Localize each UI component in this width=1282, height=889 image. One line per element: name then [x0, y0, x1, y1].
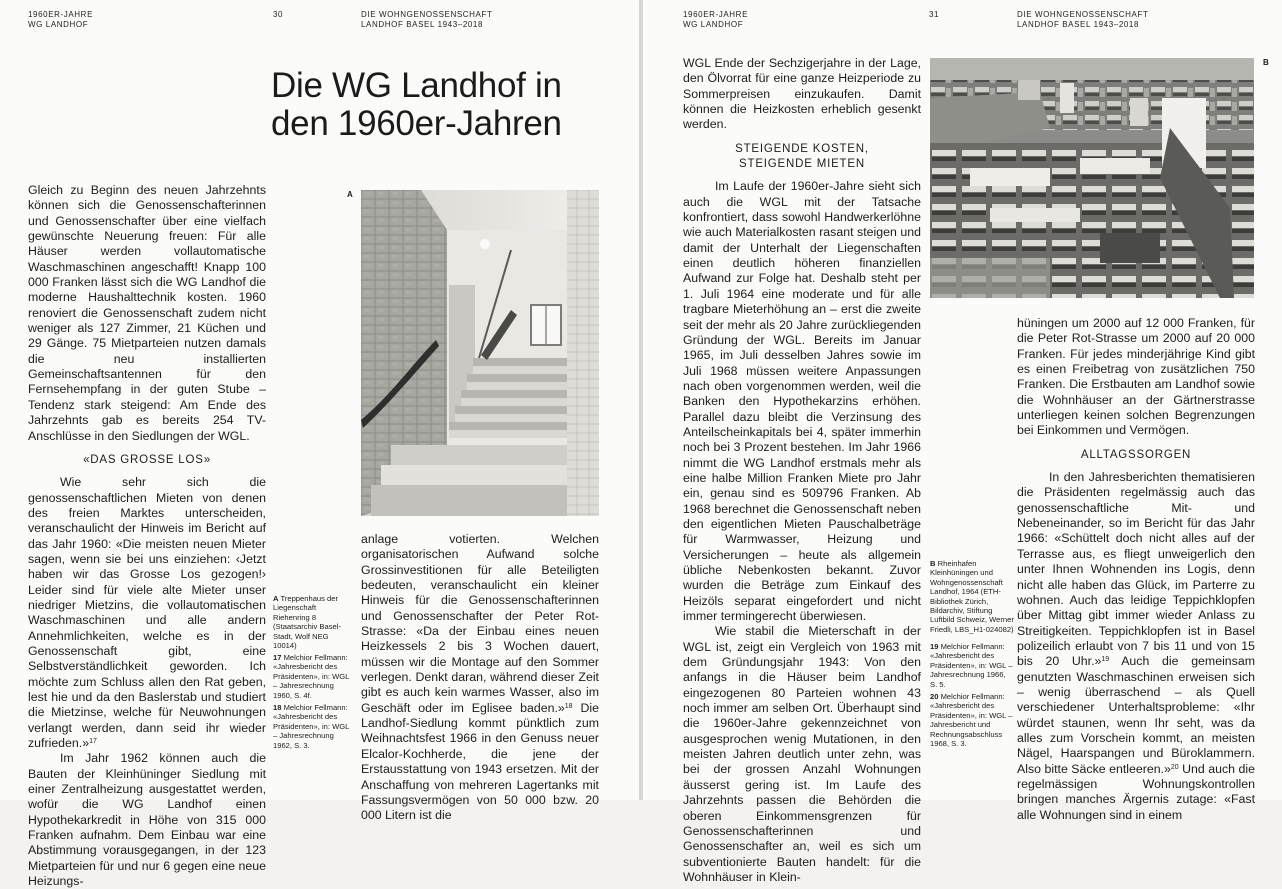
paragraph: hüningen um 2000 auf 12 000 Franken, für die Peter Rot-Strasse um 2000 auf 20 000 Franken. Für jedes minderjährige Kind gibt es einen Freibetrag von zusätzlichen 750 Franken. Die Erstbauten am Landhof sowie die Wohnhäuser an der Gärtnerstrasse unterliegen keinen solchen Begrenzungen bei Einkommen und Vermögen. [1017, 316, 1255, 438]
text-column-1 [683, 56, 921, 885]
caption-text: Rheinhafen Kleinhüningen und Wohngenossenschaft Landhof, 1964 (ETH-Bibliothek Zürich, Bildarchiv, Stiftung Luftbild Schweiz, Werner Friedli, LBS_H1-024082) [930, 559, 1014, 634]
paragraph: Wie sehr sich die genossenschaftlichen Mieten von denen des freien Marktes unterscheiden, veranschaulicht der Hinweis im Bericht auf das Jahr 1960: «Die meisten neuen Mieter sagen, wenn sie bei uns einziehen: ‹Jetzt haben wir das Grosse Los gezogen!› Leider sind für viele alte Mieter unser niedriger Mietzins, die vollautomatischen Waschmaschinen und alle andern Annehmlichkeiten, welche es in der Genossenschaft gibt, eine Selbstverständlichkeit geworden. Ich möchte zum Schluss allen den Rat geben, lest hie und da den Baslerstab und studiert die Mietzinse, welche für Neuwohnungen verlangt werden, dann seid ihr wieder zufrieden.»$^{17}$ [28, 475, 266, 751]
paragraph: Gleich zu Beginn des neuen Jahrzehnts können sich die Genossenschafterinnen und Genossenschafter über eine vielfach gewünschte Neuerung freuen: Für alle Häuser werden vollautomatische Waschmaschinen angeschafft! Knapp 100 000 Franken lässt sich die WG Landhof die moderne Haushalttechnik kosten. 1960 renoviert die Genossenschaft zudem nicht weniger als 127 Zimmer, 21 Küchen und 29 Gänge. 75 Mietparteien nutzen damals die neu installierten Gemeinschaftsantennen für den Fernsehempfang in der guten Stube – Tendenz stark steigend: Am Ende des Jahrzehnts gab es bereits 254 TV-Anschlüsse in den Siedlungen der WGL. [28, 183, 266, 443]
caption-a [273, 594, 353, 653]
figure-label: A [347, 190, 353, 199]
header-chapter: 1960ER-JAHRE [28, 10, 94, 19]
header-book-sub: LANDHOF BASEL 1943–2018 [361, 20, 484, 29]
footnote: 17 Melchior Fellmann: «Jahresbericht des Präsidenten», in: WGL – Jahresrechnung 1960, S. 4f. [273, 653, 350, 700]
caption-b [930, 559, 1014, 637]
running-header-right [361, 10, 492, 30]
title-line-2: den 1960er-Jahren [271, 104, 562, 143]
page-number: 31 [929, 10, 940, 19]
running-header-left [683, 10, 748, 30]
footnote-ref: 18 [564, 702, 573, 710]
paragraph: Im Laufe der 1960er-Jahre sieht sich auch die WGL mit der Tatsache konfrontiert, dass sowohl Handwerkerlöhne wie auch Materialkosten rasant steigen und damit der Unterhalt der Liegenschaften einen deutlich höheren finanziellen Aufwand zur Folge hat. Deshalb steht per 1. Juli 1964 eine moderate und für alle tragbare Mieterhöhung an – erst die zweite seit der mehr als 20 Jahre zurückliegenden Gründung der WGL. Bereits im Januar 1965, im Juli desselben Jahres sowie im Juli 1968 müssen weitere Anpassungen nach oben vorgenommen werden, weil die Banken den Hypothekarzins erhöhen. Parallel dazu bleibt die Verzinsung des Anteilscheinkapitals bei 4, später immerhin noch bei 3 Prozent bestehen. Im Jahr 1966 nimmt die WG Landhof erstmals mehr als eine halbe Million Franken Miete pro Jahr ein, genau sind es 509796 Franken. Ab 1968 berechnet die Genossenschaft neben den eigentlichen Mieten Pauschalbeträge für Warmwasser, Heizung und Versicherungen – heute als allgemein übliche Nebenkosten bekannt. Zuvor wurden die Beträge zum Einkauf des Heizöls separat eingefordert und nicht immer termingerecht überwiesen. [683, 179, 921, 624]
aerial-photo [930, 58, 1254, 298]
staircase-photo [361, 190, 599, 516]
footnote: 20 Melchior Fellmann: «Jahresbericht des Präsidenten», in: WGL – Jahresbericht und Rechnungsabschluss 1968, S. 3. [930, 692, 1013, 749]
paragraph: Wie stabil die Mieterschaft in der WGL ist, zeigt ein Vergleich von 1963 mit dem Gründungsjahr 1943: Von den anfangs in die Häuser beim Landhof eingezogenen 80 Parteien wohnen 43 noch immer am selben Ort. Überhaupt sind die 1960er-Jahre gekennzeichnet von ausgesprochen wenig Mutationen, in den meisten Jahren deutlich unter zehn, was bei der grossen Anzahl Wohnungen äusserst gering ist. Im Laufe des Jahrzehnts passen die Behörden die oberen Einkommensgrenzen für Genossenschafterinnen und Genossenschafter an, weil es sich um subventionierte Bauten handelt: für die Wohnhäuser in Klein- [683, 624, 921, 884]
header-org: WG LANDHOF [28, 20, 89, 29]
paragraph: WGL Ende der Sechzigerjahre in der Lage, den Ölvorrat für eine ganze Heizperiode zu Sommerpreisen einzukaufen. Damit können die Heizkosten erheblich gesenkt werden. [683, 56, 921, 132]
footnotes-right [930, 642, 1014, 751]
page-number: 30 [273, 10, 284, 19]
footnote-ref: 20 [1170, 763, 1179, 771]
caption-label: B [930, 559, 936, 568]
section-heading: ALLTAGSSORGEN [1080, 448, 1192, 461]
footnote-ref: 19 [1101, 656, 1110, 664]
footnotes-left [273, 653, 353, 753]
header-chapter: 1960ER-JAHRE [683, 10, 749, 19]
header-org: WG LANDHOF [683, 20, 744, 29]
right-page [643, 0, 1282, 884]
section-heading: STEIGENDE KOSTEN, STEIGENDE MIETEN [735, 142, 869, 171]
section-heading: «DAS GROSSE LOS» [83, 453, 211, 466]
header-book: DIE WOHNGENOSSENSCHAFT [361, 10, 493, 19]
caption-text: Treppenhaus der Liegenschaft Riehenring 8 (Staatsarchiv Basel-Stadt, Wolf NEG 10014) [273, 594, 341, 651]
header-book-sub: LANDHOF BASEL 1943–2018 [1017, 20, 1140, 29]
left-page [0, 0, 639, 889]
header-book: DIE WOHNGENOSSENSCHAFT [1017, 10, 1149, 19]
figure-label: B [1263, 58, 1269, 67]
text-column-2 [1017, 316, 1255, 823]
paragraph: In den Jahresberichten thematisieren die Präsidenten regelmässig auch das genossenschaftliche Mit- und Nebeneinander, so im Bericht für das Jahr 1966: «Schüttelt doch nicht alles auf der Terrasse aus, es fliegt unweigerlich den unter Ihnen Wohnenden ins Logis, denn nicht alle haben das Glück, im Parterre zu wohnen. Auch das leidige Teppichklopfen über Mittag gibt immer wieder Anlass zu Streitigkeiten. Teppichklopfen ist in Basel polizeilich erlaubt von 7 bis 11 und von 15 bis 20 Uhr.»$^{19}$ Auch die gemeinsam genutzten Waschmaschinen erweisen sich – wenig überraschend – als Quell verschiedener Unterhaltsprobleme: «Ihr würdet staunen, wenn Ihr seht, was da alles zum Vorschein kommt, an meisten Nägel, Haarspangen und Büroklammern. Also bitte Säcke entleeren.»$^{20}$ Und auch die regelmässigen Wohnungskontrollen bringen manches Ärgernis zutage: «Fast alle Wohnungen sind in einem [1017, 470, 1255, 822]
title-line-1: Die WG Landhof in [271, 66, 562, 105]
caption-label: A [273, 594, 279, 603]
paragraph: anlage votierten. Welchen organisatorischen Aufwand solche Grossinvestitionen für alle Beteiligten bedeuten, veranschaulicht ein kleiner Hinweis für die Genossenschafterinnen und Genossenschafter der Peter Rot-Strasse: «Da der Einbau eines neuen Heizkessels 2 bis 3 Wochen dauert, müssen wir die Montage auf den Sommer verlegen. Denkt daran, während dieser Zeit gibt es auch kein warmes Wasser, also im Geschäft oder im Eglisee baden.»$^{18}$ Die Landhof-Siedlung kommt pünktlich zum Weihnachtsfest 1966 in den Genuss neuer Elcalor-Kochherde, die jene der Erstausstattung von 1943 ersetzen. Mit der Anschaffung von mehreren Lagertanks mit Fassungsvermögen von 50 000 bzw. 20 000 Litern ist die [361, 532, 599, 823]
footnote: 19 Melchior Fellmann: «Jahresbericht des Präsidenten», in: WGL – Jahresrechnung 1966, S. 5. [930, 642, 1013, 689]
footnote: 18 Melchior Fellmann: «Jahresbericht des Präsidenten», in: WGL – Jahresrechnung 1962, S. 3. [273, 703, 350, 750]
text-column-2 [361, 532, 599, 824]
page-title [271, 67, 631, 143]
paragraph: Im Jahr 1962 können auch die Bauten der Kleinhüninger Siedlung mit einer Zentralheizung ausgestattet werden, wofür die WG Landhof einen Hypothekarkredit in Höhe von 315 000 Franken aufnahm. Dem Einbau war eine Abstimmung vorausgegangen, in der 123 Mietparteien für und nur 6 gegen eine neue Heizungs- [28, 751, 266, 889]
running-header-right [1017, 10, 1148, 30]
running-header-left [28, 10, 93, 30]
text-column-1 [28, 183, 266, 889]
footnote-ref: 17 [89, 738, 97, 746]
